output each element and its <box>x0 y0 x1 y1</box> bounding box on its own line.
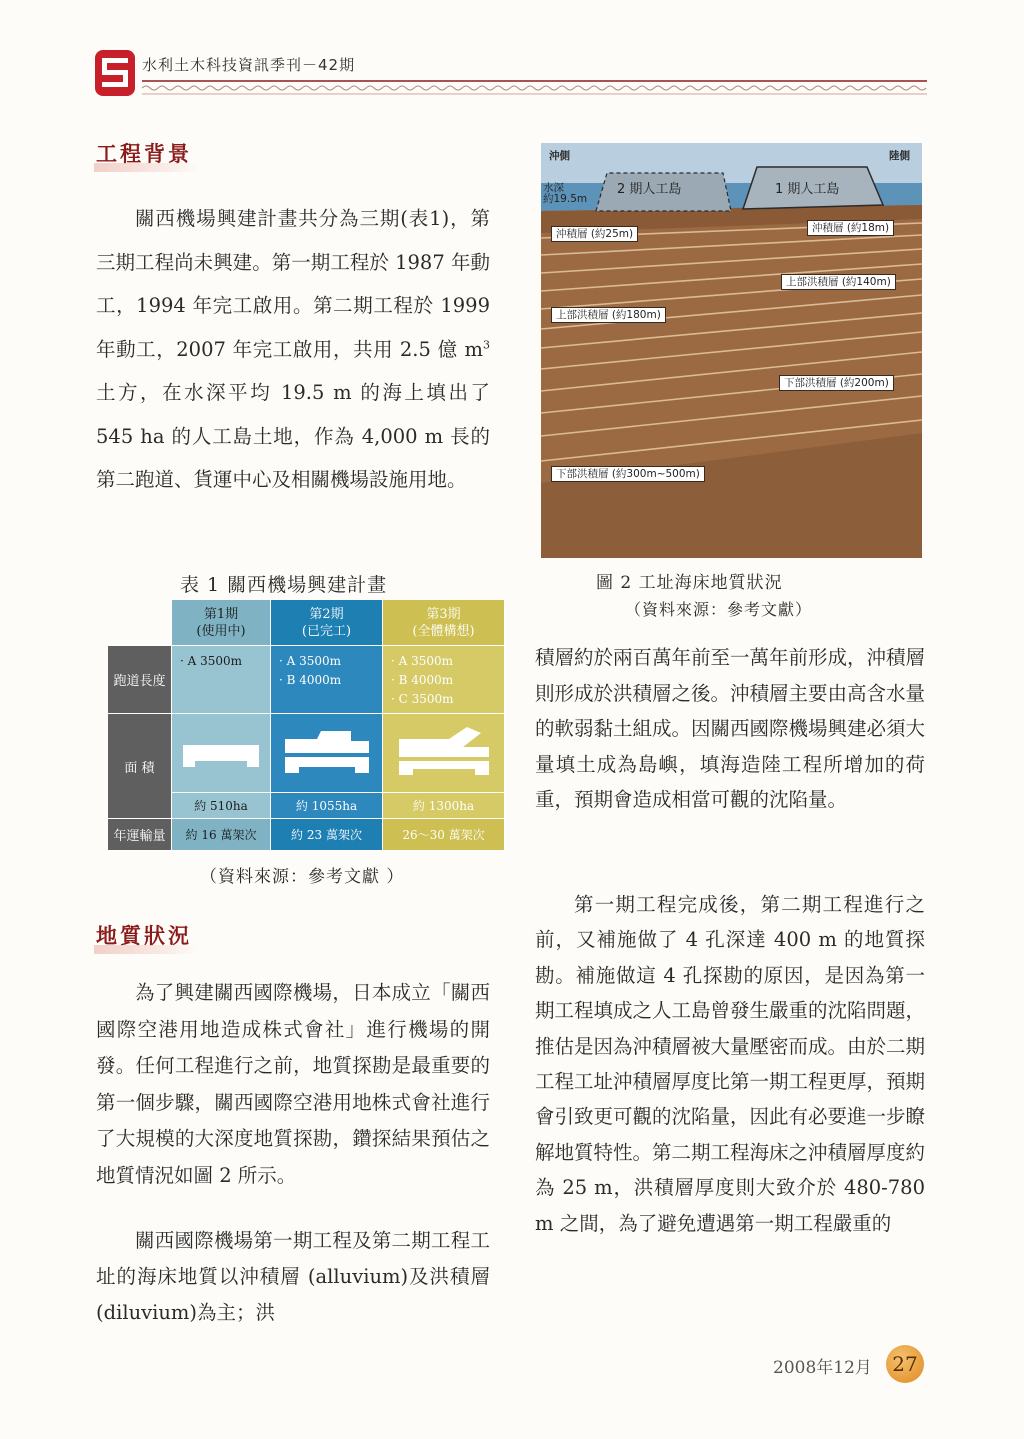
footer-date: 2008年12月 <box>773 1358 872 1378</box>
paragraph-phase2-survey: 第一期工程完成後，第二期工程進行之前，又補施做了 4 孔深達 400 m 的地質探勘。補施做這 4 孔探勘的原因，是因為第一期工程填成之人工島曾發生嚴重的沈陷問題，推估是因為沖積層被大量壓密而成。由於二期工程工址沖積層厚度比第一期工程更厚，預期會引致更可觀的沈陷量，因此有必要進一步瞭解地質特性。第二期工程海床之沖積層厚度約為 25 m，洪積層厚度則大致介於 480-780 m 之間，為了避免遭遇第一期工程嚴重的 <box>535 893 926 1235</box>
section-heading-geology: 地質狀況 <box>96 920 192 950</box>
runway-phase2 <box>271 646 383 714</box>
paragraph-geology-survey: 為了興建關西國際機場，日本成立「關西國際空港用地造成株式會社」進行機場的開發。任何工程進行之前，地質探勘是最重要的第一個步驟，關西國際空港用地株式會社進行了大規模的大深度地質探勘，鑽探結果預估之地質情況如圖 2 所示。 <box>96 981 490 1187</box>
label-alluvium-left: 沖積層 (約25m) <box>551 226 638 242</box>
table-header-phase3 <box>383 600 505 646</box>
label-island-phase1: 1 期人工島 <box>775 182 840 197</box>
row-label-runway: 跑道長度 <box>108 646 172 714</box>
island-phase3-icon <box>389 723 499 783</box>
label-upper-diluvium-right: 上部洪積層 (約140m) <box>781 274 896 290</box>
water-depth-line1: 水深 <box>543 182 564 194</box>
row-label-traffic: 年運輸量 <box>108 819 172 851</box>
label-upper-diluvium-left: 上部洪積層 (約180m) <box>551 307 666 323</box>
figure-caption: 圖 2 工址海床地質狀況 <box>596 573 783 593</box>
journal-title: 水利土木科技資訊季刊－42期 <box>142 56 356 74</box>
label-island-phase2: 2 期人工島 <box>617 182 682 197</box>
island-phase2-icon <box>277 725 377 781</box>
traffic-phase1: 約 16 萬架次 <box>172 819 271 851</box>
area-phase3: 約 1300ha <box>383 793 505 819</box>
construction-plan-table <box>108 600 505 851</box>
island-shape-phase2 <box>271 714 383 793</box>
header-decorative-rule <box>142 78 927 98</box>
paragraph-background-text-b: 土方，在水深平均 19.5 m 的海上填出了 545 ha 的人工島土地，作為 4,000 m 長的第二跑道、貨運中心及相關機場設施用地。 <box>96 381 490 491</box>
paragraph-background <box>96 197 490 502</box>
label-alluvium-right: 沖積層 (約18m) <box>807 220 894 236</box>
figure-source: （資料來源：參考文獻） <box>625 600 813 619</box>
section-heading-background: 工程背景 <box>96 138 192 168</box>
table-header-phase1 <box>172 600 271 646</box>
table-source: （資料來源：參考文獻 ） <box>200 867 405 887</box>
paragraph-background-text-a: 關西機場興建計畫共分為三期(表1)，第三期工程尚未興建。第一期工程於 1987 年動工，1994 年完工啟用。第二期工程於 1999 年動工，2007 年完工啟用，共用 2.5 億 m <box>96 207 490 361</box>
phase3-status: (全體構想) <box>412 623 475 639</box>
phase1-title: 第1期 <box>203 606 239 622</box>
row-label-area: 面 積 <box>108 714 172 819</box>
phase2-title: 第2期 <box>309 606 344 622</box>
runway-item: · A 3500m <box>279 654 342 668</box>
page-number: 27 <box>886 1345 924 1383</box>
table-caption: 表 1 關西機場興建計畫 <box>180 574 388 596</box>
water-depth-line2: 約19.5m <box>543 193 588 205</box>
runway-item: · C 3500m <box>391 692 454 706</box>
island-phase1-icon <box>177 733 265 773</box>
island-shape-phase3 <box>383 714 505 793</box>
traffic-phase3: 26～30 萬架次 <box>383 819 505 851</box>
island-shape-phase1 <box>172 714 271 793</box>
area-phase1: 約 510ha <box>172 793 271 819</box>
label-land-side: 陸側 <box>889 150 910 162</box>
runway-item: · A 3500m <box>180 654 243 668</box>
runway-item: · B 4000m <box>279 673 342 687</box>
paragraph-diluvium: 積層約於兩百萬年前至一萬年前形成，沖積層則形成於洪積層之後。沖積層主要由高含水量的軟弱黏土組成。因關西國際機場興建必須大量填土成為島嶼，填海造陸工程所增加的荷重，預期會造成相當可觀的沈陷量。 <box>535 646 926 811</box>
area-phase2: 約 1055ha <box>271 793 383 819</box>
seabed-geology-figure <box>541 143 922 558</box>
runway-item: · A 3500m <box>391 654 454 668</box>
traffic-phase2: 約 23 萬架次 <box>271 819 383 851</box>
runway-item: · B 4000m <box>391 673 454 687</box>
phase1-status: (使用中) <box>196 623 246 639</box>
table-corner <box>108 600 172 646</box>
phase2-status: (已完工) <box>301 623 352 639</box>
label-lower-diluvium-right: 下部洪積層 (約200m) <box>779 375 894 391</box>
table-header-phase2 <box>271 600 383 646</box>
superscript-3: 3 <box>483 338 490 351</box>
runway-phase3 <box>383 646 505 714</box>
geology-cross-section <box>541 143 922 558</box>
label-water-depth <box>543 183 587 205</box>
paragraph-seabed-geology: 關西國際機場第一期工程及第二期工程工址的海床地質以沖積層 (alluvium)及洪積層(diluvium)為主；洪 <box>96 1229 490 1324</box>
journal-logo <box>95 50 135 96</box>
runway-phase1 <box>172 646 271 714</box>
phase3-title: 第3期 <box>426 606 461 622</box>
label-sea-side: 沖側 <box>549 150 570 162</box>
label-lower-diluvium-left: 下部洪積層 (約300m~500m) <box>551 466 705 482</box>
